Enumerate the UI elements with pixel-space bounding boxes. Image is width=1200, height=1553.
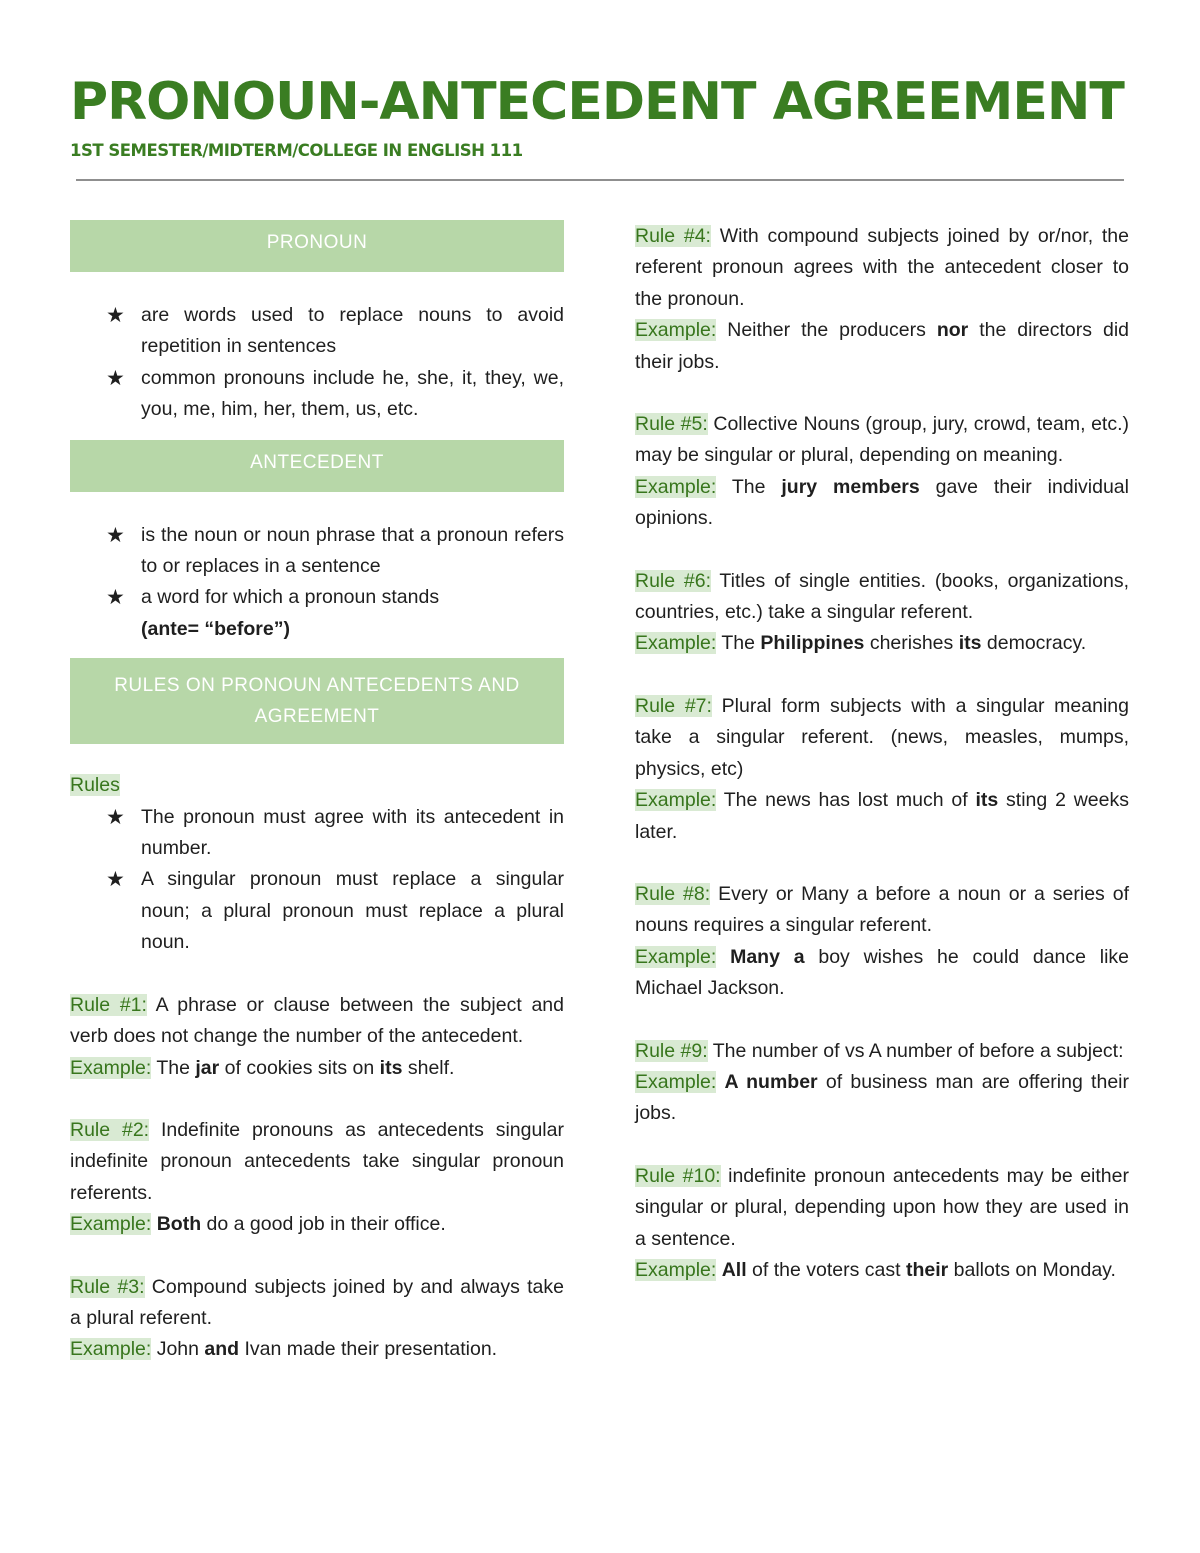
- star-icon: ★: [106, 523, 125, 547]
- header-divider: [76, 179, 1124, 181]
- star-icon: ★: [106, 304, 125, 327]
- document-title: PRONOUN-ANTECEDENT AGREEMENT: [70, 72, 1124, 132]
- star-icon: ★: [106, 586, 125, 610]
- rule-2-example: Example: Both do a good job in their office.: [70, 1213, 446, 1236]
- rules-list: [70, 802, 564, 959]
- rule-4-example: Example: Neither the producers nor the directors did their jobs.: [635, 319, 1130, 373]
- rule-5: Rule #5: Collective Nouns (group, jury, crowd, team, etc.) may be singular or plural, depending on meaning.: [635, 413, 1129, 467]
- star-icon: ★: [106, 366, 125, 390]
- rule-3-example: Example: John and Ivan made their presentation.: [70, 1338, 498, 1361]
- pronoun-banner: PRONOUN: [70, 220, 564, 272]
- antecedent-note: (ante= “before”): [141, 617, 290, 640]
- right-column: [635, 221, 1129, 1286]
- star-icon: ★: [106, 805, 125, 829]
- rule-1-example: Example: The jar of cookies sits on its shelf.: [70, 1056, 455, 1079]
- rule-1: Rule #1: A phrase or clause between the subject and verb does not change the number of the antecedent.: [70, 993, 564, 1048]
- rule-4: Rule #4: With compound subjects joined by or/nor, the referent pronoun agrees with the antecedent closer to the pronoun.: [635, 225, 1129, 310]
- rule-10: Rule #10: indefinite pronoun antecedents may be either singular or plural, depending upon how they are used in a sentence.: [635, 1164, 1129, 1250]
- rule-3: Rule #3: Compound subjects joined by and always take a plural referent.: [70, 1275, 564, 1329]
- antecedent-list: [70, 520, 564, 646]
- list-item: ★ a word for which a pronoun stands (ante= “before”): [70, 582, 564, 645]
- rule-7: Rule #7: Plural form subjects with a singular meaning take a singular referent. (news, measles, mumps, physics, etc): [635, 694, 1129, 780]
- antecedent-banner: ANTECEDENT: [70, 440, 564, 492]
- list-item: ★ are words used to replace nouns to avoid repetition in sentences: [70, 300, 564, 363]
- rules-label: Rules: [70, 774, 120, 797]
- rule-7-example: Example: The news has lost much of its sting 2 weeks later.: [635, 789, 1129, 843]
- rule-6: Rule #6: Titles of single entities. (books, organizations, countries, etc.) take a singular referent.: [635, 569, 1129, 624]
- rule-2: Rule #2: Indefinite pronouns as antecedents singular indefinite pronoun antecedents take singular pronoun referents.: [70, 1118, 564, 1204]
- rule-5-example: Example: The jury members gave their individual opinions.: [635, 475, 1129, 530]
- rule-8: Rule #8: Every or Many a before a noun or a series of nouns requires a singular referent.: [635, 882, 1129, 937]
- list-item: ★ is the noun or noun phrase that a pronoun refers to or replaces in a sentence: [70, 520, 564, 583]
- rule-10-example: Example: All of the voters cast their ballots on Monday.: [635, 1258, 1116, 1281]
- rule-9: Rule #9: The number of vs A number of before a subject:: [635, 1039, 1124, 1062]
- rule-6-example: Example: The Philippines cherishes its democracy.: [635, 632, 1087, 655]
- list-item: ★ common pronouns include he, she, it, they, we, you, me, him, her, them, us, etc.: [70, 363, 564, 426]
- rule-9-example: Example: A number of business man are offering their jobs.: [635, 1070, 1129, 1125]
- list-item: ★ A singular pronoun must replace a singular noun; a plural pronoun must replace a plural noun.: [70, 864, 564, 958]
- list-item: ★ The pronoun must agree with its antecedent in number.: [70, 802, 564, 865]
- rule-8-example: Example: Many a boy wishes he could dance like Michael Jackson.: [635, 945, 1130, 1000]
- left-column: [70, 220, 564, 1366]
- star-icon: ★: [106, 868, 125, 892]
- document-subtitle: 1ST SEMESTER/MIDTERM/COLLEGE IN ENGLISH 111: [70, 141, 523, 160]
- rules-banner: RULES ON PRONOUN ANTECEDENTS AND AGREEMENT: [70, 658, 564, 744]
- pronoun-list: [70, 300, 564, 426]
